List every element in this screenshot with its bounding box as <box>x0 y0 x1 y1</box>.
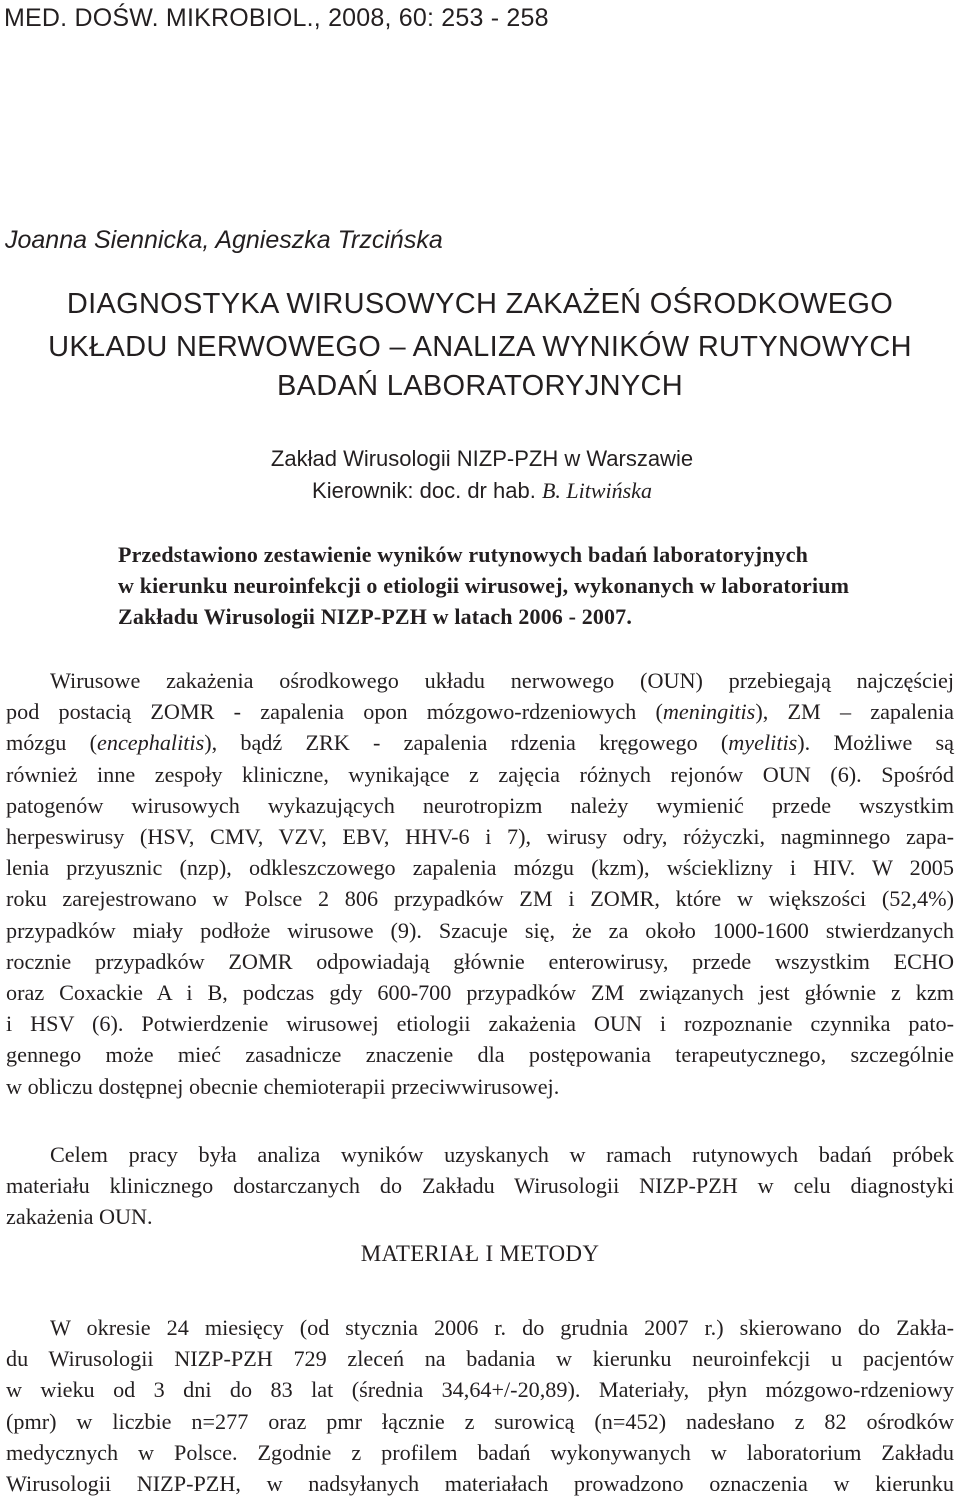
intro-line: również inne zespoły kliniczne, wynikające z zajęcia różnych rejonów OUN (6). Spośród <box>6 761 954 787</box>
article-title-line: BADAŃ LABORATORYJNYCH <box>277 370 683 402</box>
article-title-line: UKŁADU NERWOWEGO – ANALIZA WYNIKÓW RUTYNOWYCH <box>48 331 912 363</box>
aim-line: materiału klinicznego dostarczanych do Zakładu Wirusologii NIZP-PZH w celu diagnostyki <box>6 1173 954 1199</box>
intro-line: Wirusowe zakażenia ośrodkowego układu nerwowego (OUN) przebiegają najczęściej <box>50 668 954 693</box>
introduction-paragraph <box>6 665 954 1102</box>
abstract-line: w kierunku neuroinfekcji o etiologii wirusowej, wykonanych w laboratorium <box>118 573 850 598</box>
aim-paragraph <box>6 1139 954 1233</box>
intro-line: przypadków miały podłoże wirusowe (9). Szacuje się, że za około 1000-1600 stwierdzanych <box>6 917 954 943</box>
intro-line <box>6 696 954 727</box>
methods-line: du Wirusologii NIZP-PZH 729 zleceń na badania w kierunku neuroinfekcji u pacjentów <box>6 1346 954 1372</box>
intro-line: roku zarejestrowano w Polsce 2 806 przypadków ZM i ZOMR, które w większości (52,4%) <box>6 886 954 912</box>
department-head-label: Kierownik: doc. dr hab. <box>312 478 542 503</box>
abstract-line: Przedstawiono zestawienie wyników rutynowych badań laboratoryjnych <box>118 542 809 567</box>
department-head-name: B. Litwińska <box>541 478 652 503</box>
intro-line: rocznie przypadków ZOMR odpowiadają głównie enterowirusy, przede wszystkim ECHO <box>6 948 954 974</box>
latin-term: encephalitis <box>97 730 205 756</box>
journal-header: MED. DOŚW. MIKROBIOL., 2008, 60: 253 - 258 <box>4 4 549 32</box>
article-title-line: DIAGNOSTYKA WIRUSOWYCH ZAKAŻEŃ OŚRODKOWEGO <box>66 288 894 320</box>
intro-line: w obliczu dostępnej obecnie chemioterapii przeciwwirusowej. <box>6 1073 560 1099</box>
affiliation: Zakład Wirusologii NIZP-PZH w Warszawie <box>270 446 694 471</box>
intro-line: oraz Coxackie A i B, podczas gdy 600-700 przypadków ZM związanych jest głównie z kzm <box>6 980 954 1006</box>
methods-line: medycznych w Polsce. Zgodnie z profilem badań wykonywanych w laboratorium Zakładu <box>6 1439 954 1465</box>
intro-text: pod postacią ZOMR - zapalenia opon mózgowo-rdzeniowych ( <box>6 699 663 725</box>
methods-line: Wirusologii NIZP-PZH, w nadsyłanych materiałach prowadzono oznaczenia w kierunku <box>6 1471 954 1497</box>
intro-line: i HSV (6). Potwierdzenie wirusowej etiologii zakażenia OUN i rozpoznanie czynnika pato- <box>6 1011 954 1037</box>
section-heading: MATERIAŁ I METODY <box>360 1241 600 1266</box>
intro-text: ). Możliwe są <box>797 730 955 756</box>
intro-line: gennego może mieć zasadnicze znaczenie dla postępowania terapeutycznego, szczególnie <box>6 1042 954 1068</box>
intro-line <box>6 727 954 758</box>
intro-line: lenia przyusznic (nzp), odkleszczowego zapalenia mózgu (kzm), wścieklizny i HIV. W 2005 <box>6 855 954 881</box>
aim-line: Celem pracy była analiza wyników uzyskanych w ramach rutynowych badań próbek <box>50 1142 954 1167</box>
intro-text: ), bądź ZRK - zapalenia rdzenia kręgowego ( <box>204 730 729 756</box>
latin-term: myelitis <box>728 730 798 756</box>
aim-line: zakażenia OUN. <box>6 1204 153 1230</box>
methods-line: w wieku od 3 dni do 83 lat (średnia 34,64+/-20,89). Materiały, płyn mózgowo-rdzeniowy <box>6 1377 954 1403</box>
latin-term: meningitis <box>662 699 756 725</box>
abstract-line: Zakładu Wirusologii NIZP-PZH w latach 2006 - 2007. <box>118 604 632 629</box>
methods-line: (pmr) w liczbie n=277 oraz pmr łącznie z surowicą (n=452) nadesłano z 82 ośrodków <box>6 1408 954 1434</box>
intro-text: ), ZM – zapalenia <box>755 699 954 725</box>
methods-paragraph <box>6 1312 954 1499</box>
intro-text: mózgu ( <box>6 730 97 756</box>
methods-line: W okresie 24 miesięcy (od stycznia 2006 r. do grudnia 2007 r.) skierowano do Zakła- <box>50 1315 954 1340</box>
article-authors: Joanna Siennicka, Agnieszka Trzcińska <box>5 226 443 254</box>
intro-line: patogenów wirusowych wykazujących neurotropizm należy wymienić przede wszystkim <box>6 792 954 818</box>
intro-line: herpeswirusy (HSV, CMV, VZV, EBV, HHV-6 i 7), wirusy odry, różyczki, nagminnego zapa- <box>6 824 954 850</box>
department-head <box>2 478 960 504</box>
